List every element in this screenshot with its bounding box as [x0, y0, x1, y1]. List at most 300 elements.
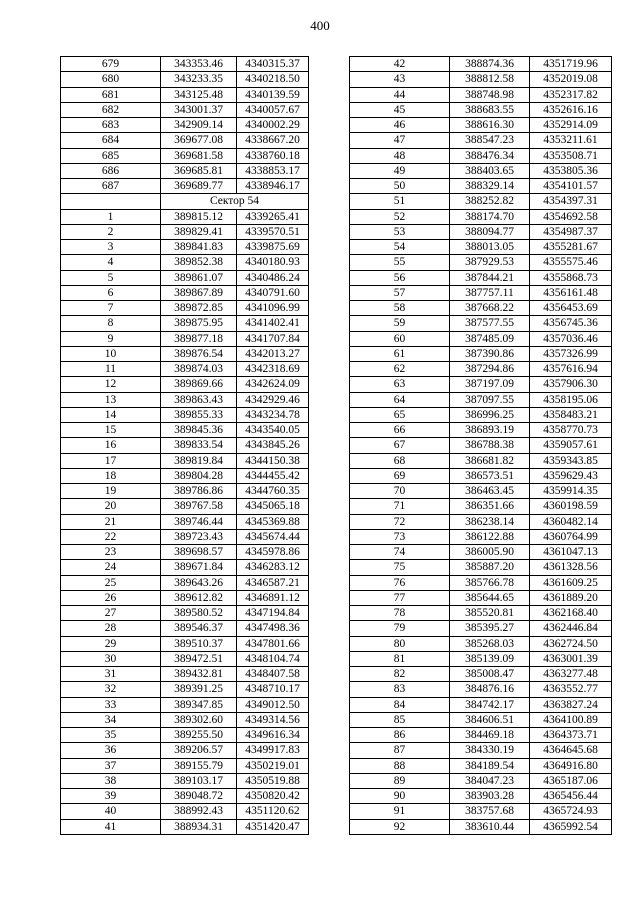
table-row: [350, 194, 612, 209]
y-coordinate-cell: 4341096.99: [237, 301, 309, 316]
y-coordinate-cell: 4361609.25: [530, 575, 612, 590]
y-coordinate-cell: 4357616.94: [530, 362, 612, 377]
x-coordinate-cell: 387577.55: [450, 316, 530, 331]
table-row: [61, 118, 309, 133]
y-coordinate-cell: 4338853.17: [237, 163, 309, 178]
table-row: [350, 148, 612, 163]
table-row: [61, 301, 309, 316]
table-row: [350, 57, 612, 72]
point-number-cell: 30: [61, 651, 161, 666]
table-row: [350, 697, 612, 712]
point-number-cell: 71: [350, 499, 450, 514]
table-row: [61, 453, 309, 468]
y-coordinate-cell: 4340486.24: [237, 270, 309, 285]
x-coordinate-cell: 387485.09: [450, 331, 530, 346]
point-number-cell: 33: [61, 697, 161, 712]
point-number-cell: 18: [61, 468, 161, 483]
table-row: [61, 57, 309, 72]
y-coordinate-cell: 4363277.48: [530, 667, 612, 682]
y-coordinate-cell: 4340791.60: [237, 285, 309, 300]
x-coordinate-cell: 369677.08: [161, 133, 237, 148]
point-number-cell: 42: [350, 57, 450, 72]
table-row: [350, 819, 612, 834]
y-coordinate-cell: 4348104.74: [237, 651, 309, 666]
point-number-cell: 11: [61, 362, 161, 377]
table-row: [350, 209, 612, 224]
table-row: [61, 484, 309, 499]
point-number-cell: 88: [350, 758, 450, 773]
x-coordinate-cell: 384047.23: [450, 773, 530, 788]
x-coordinate-cell: 388094.77: [450, 224, 530, 239]
x-coordinate-cell: 385520.81: [450, 606, 530, 621]
point-number-cell: [61, 194, 161, 209]
point-number-cell: 32: [61, 682, 161, 697]
point-number-cell: 14: [61, 407, 161, 422]
y-coordinate-cell: 4364373.71: [530, 728, 612, 743]
point-number-cell: 7: [61, 301, 161, 316]
point-number-cell: 64: [350, 392, 450, 407]
y-coordinate-cell: 4340315.37: [237, 57, 309, 72]
point-number-cell: 4: [61, 255, 161, 270]
table-row: [350, 407, 612, 422]
point-number-cell: 35: [61, 728, 161, 743]
table-row: [61, 133, 309, 148]
x-coordinate-cell: 389723.43: [161, 529, 237, 544]
y-coordinate-cell: 4340180.93: [237, 255, 309, 270]
y-coordinate-cell: 4360482.14: [530, 514, 612, 529]
table-row: [61, 667, 309, 682]
x-coordinate-cell: 369685.81: [161, 163, 237, 178]
point-number-cell: 55: [350, 255, 450, 270]
point-number-cell: 21: [61, 514, 161, 529]
x-coordinate-cell: 389580.52: [161, 606, 237, 621]
point-number-cell: 60: [350, 331, 450, 346]
table-row: [61, 499, 309, 514]
y-coordinate-cell: 4353508.71: [530, 148, 612, 163]
point-number-cell: 2: [61, 224, 161, 239]
point-number-cell: 19: [61, 484, 161, 499]
y-coordinate-cell: 4352616.16: [530, 102, 612, 117]
y-coordinate-cell: 4344455.42: [237, 468, 309, 483]
x-coordinate-cell: 386681.82: [450, 453, 530, 468]
x-coordinate-cell: 389861.07: [161, 270, 237, 285]
x-coordinate-cell: 384469.18: [450, 728, 530, 743]
x-coordinate-cell: 388013.05: [450, 240, 530, 255]
table-row: [350, 118, 612, 133]
point-number-cell: 80: [350, 636, 450, 651]
point-number-cell: 86: [350, 728, 450, 743]
x-coordinate-cell: 343001.37: [161, 102, 237, 117]
y-coordinate-cell: 4350219.01: [237, 758, 309, 773]
y-coordinate-cell: 4355868.73: [530, 270, 612, 285]
y-coordinate-cell: 4364916.80: [530, 758, 612, 773]
x-coordinate-cell: 389829.41: [161, 224, 237, 239]
y-coordinate-cell: 4363827.24: [530, 697, 612, 712]
x-coordinate-cell: 385008.47: [450, 667, 530, 682]
table-row: [61, 819, 309, 834]
y-coordinate-cell: 4352914.09: [530, 118, 612, 133]
table-row: [61, 87, 309, 102]
table-row: [350, 606, 612, 621]
table-row: [350, 651, 612, 666]
table-row: [61, 560, 309, 575]
x-coordinate-cell: 389255.50: [161, 728, 237, 743]
point-number-cell: 41: [61, 819, 161, 834]
y-coordinate-cell: 4339875.69: [237, 240, 309, 255]
table-row: [350, 575, 612, 590]
x-coordinate-cell: 387197.09: [450, 377, 530, 392]
table-row: [350, 636, 612, 651]
point-number-cell: 15: [61, 423, 161, 438]
table-row: [350, 224, 612, 239]
table-row: [61, 102, 309, 117]
x-coordinate-cell: 387929.53: [450, 255, 530, 270]
x-coordinate-cell: 389841.83: [161, 240, 237, 255]
point-number-cell: 44: [350, 87, 450, 102]
table-row: [350, 529, 612, 544]
y-coordinate-cell: 4358195.06: [530, 392, 612, 407]
x-coordinate-cell: 385395.27: [450, 621, 530, 636]
table-row: [61, 651, 309, 666]
point-number-cell: 680: [61, 72, 161, 87]
point-number-cell: 75: [350, 560, 450, 575]
x-coordinate-cell: 389819.84: [161, 453, 237, 468]
table-row: [350, 499, 612, 514]
y-coordinate-cell: 4339265.41: [237, 209, 309, 224]
x-coordinate-cell: 343233.35: [161, 72, 237, 87]
table-row: [350, 285, 612, 300]
y-coordinate-cell: 4359914.35: [530, 484, 612, 499]
x-coordinate-cell: 389855.33: [161, 407, 237, 422]
point-number-cell: 54: [350, 240, 450, 255]
y-coordinate-cell: 4363552.77: [530, 682, 612, 697]
table-row: [61, 743, 309, 758]
table-row: [350, 743, 612, 758]
x-coordinate-cell: 384189.54: [450, 758, 530, 773]
x-coordinate-cell: 389833.54: [161, 438, 237, 453]
y-coordinate-cell: 4365456.44: [530, 789, 612, 804]
y-coordinate-cell: 4343234.78: [237, 407, 309, 422]
y-coordinate-cell: 4358483.21: [530, 407, 612, 422]
x-coordinate-cell: 384742.17: [450, 697, 530, 712]
table-row: [61, 789, 309, 804]
point-number-cell: 69: [350, 468, 450, 483]
point-number-cell: 12: [61, 377, 161, 392]
y-coordinate-cell: 4342929.46: [237, 392, 309, 407]
table-row: [61, 545, 309, 560]
point-number-cell: 85: [350, 712, 450, 727]
y-coordinate-cell: 4351120.62: [237, 804, 309, 819]
point-number-cell: 90: [350, 789, 450, 804]
y-coordinate-cell: 4361889.20: [530, 590, 612, 605]
table-row: [61, 316, 309, 331]
table-row: [61, 575, 309, 590]
y-coordinate-cell: 4357906.30: [530, 377, 612, 392]
point-number-cell: 25: [61, 575, 161, 590]
x-coordinate-cell: 388748.98: [450, 87, 530, 102]
x-coordinate-cell: 369681.58: [161, 148, 237, 163]
x-coordinate-cell: 389671.84: [161, 560, 237, 575]
x-coordinate-cell: 389815.12: [161, 209, 237, 224]
x-coordinate-cell: 385766.78: [450, 575, 530, 590]
point-number-cell: 37: [61, 758, 161, 773]
point-number-cell: 31: [61, 667, 161, 682]
point-number-cell: 10: [61, 346, 161, 361]
x-coordinate-cell: 388174.70: [450, 209, 530, 224]
point-number-cell: 683: [61, 118, 161, 133]
point-number-cell: 89: [350, 773, 450, 788]
y-coordinate-cell: 4338760.18: [237, 148, 309, 163]
y-coordinate-cell: 4364645.68: [530, 743, 612, 758]
point-number-cell: 47: [350, 133, 450, 148]
table-row: [350, 392, 612, 407]
y-coordinate-cell: 4343845.26: [237, 438, 309, 453]
x-coordinate-cell: 389302.60: [161, 712, 237, 727]
point-number-cell: 91: [350, 804, 450, 819]
x-coordinate-cell: 389804.28: [161, 468, 237, 483]
table-row: [350, 728, 612, 743]
x-coordinate-cell: 383757.68: [450, 804, 530, 819]
table-row: [350, 590, 612, 605]
x-coordinate-cell: 386996.25: [450, 407, 530, 422]
point-number-cell: 8: [61, 316, 161, 331]
y-coordinate-cell: 4365187.06: [530, 773, 612, 788]
y-coordinate-cell: 4355281.67: [530, 240, 612, 255]
table-row: [350, 377, 612, 392]
table-row: [350, 423, 612, 438]
x-coordinate-cell: 388616.30: [450, 118, 530, 133]
table-body-right: [350, 57, 612, 835]
y-coordinate-cell: 4357326.99: [530, 346, 612, 361]
x-coordinate-cell: 388329.14: [450, 179, 530, 194]
table-row: [61, 240, 309, 255]
x-coordinate-cell: 388812.58: [450, 72, 530, 87]
y-coordinate-cell: 4356745.36: [530, 316, 612, 331]
y-coordinate-cell: 4362168.40: [530, 606, 612, 621]
point-number-cell: 76: [350, 575, 450, 590]
point-number-cell: 45: [350, 102, 450, 117]
table-row: [350, 270, 612, 285]
table-row: [61, 529, 309, 544]
x-coordinate-cell: 389472.51: [161, 651, 237, 666]
y-coordinate-cell: 4354397.31: [530, 194, 612, 209]
point-number-cell: 84: [350, 697, 450, 712]
point-number-cell: 48: [350, 148, 450, 163]
y-coordinate-cell: 4362446.84: [530, 621, 612, 636]
point-number-cell: 682: [61, 102, 161, 117]
x-coordinate-cell: 389746.44: [161, 514, 237, 529]
point-number-cell: 43: [350, 72, 450, 87]
point-number-cell: 687: [61, 179, 161, 194]
point-number-cell: 63: [350, 377, 450, 392]
y-coordinate-cell: 4350519.88: [237, 773, 309, 788]
table-row: [350, 773, 612, 788]
page-number: 400: [310, 18, 330, 33]
table-row: [350, 789, 612, 804]
point-number-cell: 23: [61, 545, 161, 560]
x-coordinate-cell: 384606.51: [450, 712, 530, 727]
y-coordinate-cell: 4355575.46: [530, 255, 612, 270]
table-row: [350, 133, 612, 148]
y-coordinate-cell: 4345369.88: [237, 514, 309, 529]
table-row: [350, 346, 612, 361]
y-coordinate-cell: 4356161.48: [530, 285, 612, 300]
y-coordinate-cell: 4361328.56: [530, 560, 612, 575]
x-coordinate-cell: 389510.37: [161, 636, 237, 651]
table-row: [61, 636, 309, 651]
point-number-cell: 46: [350, 118, 450, 133]
x-coordinate-cell: 387757.11: [450, 285, 530, 300]
table-row: [61, 163, 309, 178]
y-coordinate-cell: 4341707.84: [237, 331, 309, 346]
y-coordinate-cell: 4344150.38: [237, 453, 309, 468]
y-coordinate-cell: 4347194.84: [237, 606, 309, 621]
x-coordinate-cell: 386463.45: [450, 484, 530, 499]
point-number-cell: 20: [61, 499, 161, 514]
y-coordinate-cell: 4358770.73: [530, 423, 612, 438]
x-coordinate-cell: 388476.34: [450, 148, 530, 163]
table-row: [61, 362, 309, 377]
table-row: [61, 255, 309, 270]
y-coordinate-cell: 4356453.69: [530, 301, 612, 316]
x-coordinate-cell: 389698.57: [161, 545, 237, 560]
y-coordinate-cell: 4354987.37: [530, 224, 612, 239]
point-number-cell: 62: [350, 362, 450, 377]
table-row: [350, 468, 612, 483]
x-coordinate-cell: 389867.89: [161, 285, 237, 300]
table-row: [61, 346, 309, 361]
point-number-cell: 29: [61, 636, 161, 651]
x-coordinate-cell: 389767.58: [161, 499, 237, 514]
x-coordinate-cell: 386788.38: [450, 438, 530, 453]
y-coordinate-cell: 4359629.43: [530, 468, 612, 483]
y-coordinate-cell: 4348710.17: [237, 682, 309, 697]
x-coordinate-cell: 383903.28: [450, 789, 530, 804]
y-coordinate-cell: 4350820.42: [237, 789, 309, 804]
point-number-cell: 59: [350, 316, 450, 331]
y-coordinate-cell: 4343540.05: [237, 423, 309, 438]
y-coordinate-cell: 4345674.44: [237, 529, 309, 544]
x-coordinate-cell: 389875.95: [161, 316, 237, 331]
y-coordinate-cell: 4345978.86: [237, 545, 309, 560]
x-coordinate-cell: 388874.36: [450, 57, 530, 72]
y-coordinate-cell: 4353805.36: [530, 163, 612, 178]
point-number-cell: 50: [350, 179, 450, 194]
point-number-cell: 17: [61, 453, 161, 468]
point-number-cell: 5: [61, 270, 161, 285]
y-coordinate-cell: 4344760.35: [237, 484, 309, 499]
point-number-cell: 684: [61, 133, 161, 148]
x-coordinate-cell: 387390.86: [450, 346, 530, 361]
point-number-cell: 79: [350, 621, 450, 636]
point-number-cell: 686: [61, 163, 161, 178]
x-coordinate-cell: 389347.85: [161, 697, 237, 712]
table-row: [350, 179, 612, 194]
x-coordinate-cell: 388547.23: [450, 133, 530, 148]
x-coordinate-cell: 343125.48: [161, 87, 237, 102]
table-row: [350, 438, 612, 453]
y-coordinate-cell: 4349616.34: [237, 728, 309, 743]
table-row: [61, 514, 309, 529]
x-coordinate-cell: 342909.14: [161, 118, 237, 133]
x-coordinate-cell: 389206.57: [161, 743, 237, 758]
y-coordinate-cell: 4359343.85: [530, 453, 612, 468]
y-coordinate-cell: 4359057.61: [530, 438, 612, 453]
table-row: [350, 484, 612, 499]
sector-header-row: [61, 194, 309, 209]
y-coordinate-cell: 4360764.99: [530, 529, 612, 544]
table-row: [61, 438, 309, 453]
x-coordinate-cell: 383610.44: [450, 819, 530, 834]
table-row: [61, 331, 309, 346]
point-number-cell: 13: [61, 392, 161, 407]
point-number-cell: 81: [350, 651, 450, 666]
point-number-cell: 1: [61, 209, 161, 224]
point-number-cell: 67: [350, 438, 450, 453]
x-coordinate-cell: 388252.82: [450, 194, 530, 209]
x-coordinate-cell: 386238.14: [450, 514, 530, 529]
x-coordinate-cell: 388403.65: [450, 163, 530, 178]
x-coordinate-cell: 389876.54: [161, 346, 237, 361]
point-number-cell: 82: [350, 667, 450, 682]
y-coordinate-cell: 4365992.54: [530, 819, 612, 834]
table-row: [350, 87, 612, 102]
y-coordinate-cell: 4340139.59: [237, 87, 309, 102]
point-number-cell: 28: [61, 621, 161, 636]
table-row: [61, 758, 309, 773]
table-row: [61, 224, 309, 239]
table-row: [350, 453, 612, 468]
table-row: [350, 240, 612, 255]
table-row: [61, 621, 309, 636]
point-number-cell: 51: [350, 194, 450, 209]
x-coordinate-cell: 388992.43: [161, 804, 237, 819]
y-coordinate-cell: 4351719.96: [530, 57, 612, 72]
x-coordinate-cell: 387097.55: [450, 392, 530, 407]
table-row: [350, 362, 612, 377]
table-row: [61, 285, 309, 300]
sector-label: Сектор 54: [161, 194, 309, 209]
x-coordinate-cell: 369689.77: [161, 179, 237, 194]
y-coordinate-cell: 4349012.50: [237, 697, 309, 712]
y-coordinate-cell: 4347498.36: [237, 621, 309, 636]
x-coordinate-cell: 389048.72: [161, 789, 237, 804]
point-number-cell: 58: [350, 301, 450, 316]
y-coordinate-cell: 4348407.58: [237, 667, 309, 682]
table-row: [350, 758, 612, 773]
table-row: [350, 545, 612, 560]
y-coordinate-cell: 4364100.89: [530, 712, 612, 727]
point-number-cell: 73: [350, 529, 450, 544]
y-coordinate-cell: 4349917.83: [237, 743, 309, 758]
y-coordinate-cell: 4347801.66: [237, 636, 309, 651]
point-number-cell: 87: [350, 743, 450, 758]
y-coordinate-cell: 4340057.67: [237, 102, 309, 117]
x-coordinate-cell: 389432.81: [161, 667, 237, 682]
table-row: [61, 804, 309, 819]
y-coordinate-cell: 4357036.46: [530, 331, 612, 346]
point-number-cell: 56: [350, 270, 450, 285]
point-number-cell: 9: [61, 331, 161, 346]
x-coordinate-cell: 388934.31: [161, 819, 237, 834]
y-coordinate-cell: 4341402.41: [237, 316, 309, 331]
point-number-cell: 68: [350, 453, 450, 468]
point-number-cell: 61: [350, 346, 450, 361]
table-row: [61, 209, 309, 224]
y-coordinate-cell: 4354101.57: [530, 179, 612, 194]
table-row: [61, 697, 309, 712]
x-coordinate-cell: 385268.03: [450, 636, 530, 651]
